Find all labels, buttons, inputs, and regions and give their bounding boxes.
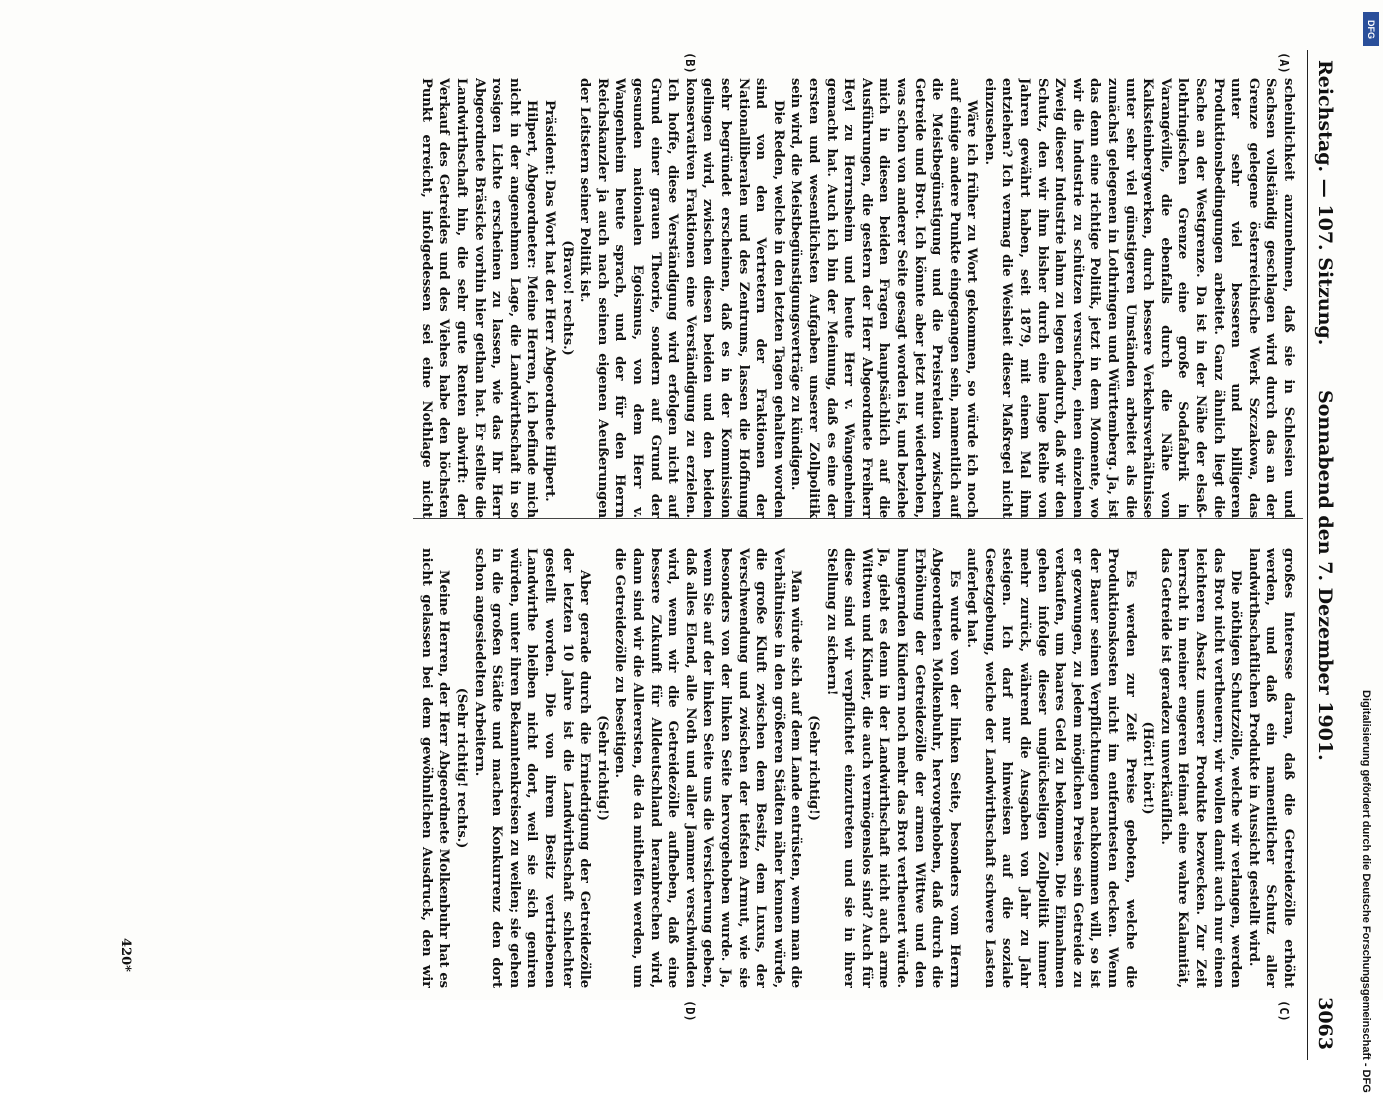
marker-a: (A)	[1277, 52, 1291, 74]
column-divider	[413, 518, 1303, 519]
credit-text: Digitalisierung gefördert durch die Deutsche Forschungsgemeinschaft - DFG	[1360, 690, 1372, 1093]
left-paragraph: Wäre ich früher zu Wort gekommen, so würde ich noch auf einige andere Punkte eingegangen sein, namentlich auf die Meistbegünstigung und die Preisrelation zwischen Getreide und Brot. Ich könnte aber jetzt nur wiederholen, was schon von anderer Seite gesagt worden ist, und beziehe mich in diesen beiden Fragen hauptsächlich auf die Ausführungen, die gestern der Herr Abgeordnete Freiherr Heyl zu Herrnsheim und heute Herr v. Wangenheim gemacht hat. Auch ich bin der Meinung, daß es eine der ersten und wesentlichsten Aufgaben unserer Zollpolitik sein wird, die Meistbegünstigungsverträge zu kündigen.	[788, 78, 980, 518]
right-paragraph: Es wurde von der linken Seite, besonders vom Herrn Abgeordneten Molkenbuhr, hervorgehoben, daß durch die Erhöhung der Getreidezölle der armen Wittwe und den hungernden Kindern noch mehr das Brot vertheuert würde. Ja, giebt es denn in der Landwirthschaft nicht auch arme Wittwen und Kinder, die auch vermögenslos sind? Auch für diese sind wir verpflichtet einzutreten und sie in ihrer Stellung zu sichern!	[823, 548, 962, 988]
right-paragraph: Die nöthigen Schutzzölle, welche wir verlangen, werden das Brot nicht vertheuern; wir wollen damit auch nur einen leichteren Absatz unserer Produkte bezwecken. Zur Zeit herrscht in meiner engeren Heimat eine wahre Kalamität, das Getreide ist geradezu unverkäuflich.	[1157, 548, 1244, 988]
right-paragraph: großes Interesse daran, daß die Getreidezölle erhöht werden, und daß ein namentlicher Schutz aller landwirthschaftlichen Produkte in Aussicht gestellt wird.	[1245, 548, 1296, 988]
header-date: Sonnabend den 7. Dezember 1901.	[1314, 390, 1336, 761]
marker-b: (B)	[683, 52, 697, 74]
right-interjection: (Sehr richtig! rechts.)	[454, 687, 470, 849]
right-interjection: (Sehr richtig!)	[594, 715, 610, 821]
right-paragraph: Aber gerade durch die Erniedrigung der Getreidezölle der letzten 10 Jahre ist die Landwirthschaft schlechter gestellt worden. Die von ihrem Besitz vertriebenen Landwirthe bleiben nicht dort, weil sie sich geniren würden, unter ihren Bekanntenkreisen zu weilen; sie gehen in die großen Städte und machen Konkurrenz den dort schon angesiedelten Arbeitern.	[471, 548, 593, 988]
marker-d: (D)	[683, 1000, 697, 1022]
right-paragraph: Man würde sich auf dem Lande entrüsten, wenn man die Verhältnisse in den größeren Städten näher kennen würde, die große Kluft zwischen dem Besitz, dem Luxus, der Verschwendung und zwischen der tiefsten Armut, wie sie besonders von der linken Seite hervorgehoben wurde. Ja, wenn Sie auf der linken Seite uns die Versicherung geben, daß alles Elend, alle Noth und aller Jammer verschwinden wird, wenn wir die Getreidezölle aufheben, daß eine bessere Zukunft für Alldeutschland heranbrechen wird, dann sind wir die Allerersten, die da mithelfen werden, um die Getreidezölle zu beseitigen.	[612, 548, 804, 988]
left-paragraph: Die Reden, welche in den letzten Tagen gehalten worden sind von den Vertretern der Fraktionen der Nationalliberalen und des Zentrums, lassen die Hoffnung sehr begründet erscheinen, daß es in der Kommission gelingen wird, zwischen diesen beiden und den beiden konservativen Fraktionen eine Verständigung zu erzielen. Ich hoffe, diese Verständigung wird erfolgen nicht auf Grund einer grauen Theorie, sondern auf Grund der gesunden nationalen Egoismus, von dem Herr v. Wangenheim heute sprach, und der für den Herrn Reichskanzler ja auch nach seinen eigenen Aeußerungen der Leitstern seiner Politik ist.	[577, 78, 786, 518]
left-paragraph: Präsident: Das Wort hat der Herr Abgeordnete Hilpert.	[542, 100, 558, 502]
header-left: Reichstag. — 107. Sitzung.	[1314, 60, 1336, 346]
right-paragraph: Meine Herren, der Herr Abgeordnete Molkenbuhr hat es nicht gelassen bei dem gewöhnlichen Ausdruck, den wir	[418, 548, 452, 988]
right-interjection: (Hört! hört!)	[1140, 721, 1156, 815]
page-footer: 420*	[118, 938, 133, 972]
marker-c: (C)	[1277, 1000, 1291, 1022]
right-paragraph: Es werden zur Zeit Preise geboten, welche die Produktionskosten nicht im entferntesten decken. Wenn der Bauer seinen Verpflichtungen nachkommen will, so ist er gezwungen, zu jedem möglichen Preise sein Getreide zu verkaufen, um baares Geld zu bekommen. Die Einnahmen gehen infolge dieser unglückseligen Zollpolitik immer mehr zurück, während die Ausgaben von Jahr zu Jahr steigen. Ich darf nur hinweisen auf die soziale Gesetzgebung, welche der Landwirthschaft schwere Lasten auferlegt hat.	[964, 548, 1138, 988]
page-number: 3063	[1314, 997, 1336, 1050]
left-column	[417, 78, 1297, 518]
dfg-logo: DFG	[1363, 12, 1379, 46]
left-paragraph: Hilpert, Abgeordneter: Meine Herren, ich befinde mich nicht in der angenehmen Lage, die Landwirthschaft in so rosigen Lichte erscheinen zu lassen, wie das Ihr Herr Abgeordnete Bräsicke vorhin hier gethan hat. Er stellte die Landwirthschaft hin, die sehr gute Renten abwirft: der Verkauf des Getreides und des Viehes habe den höchsten Punkt erreicht, infolgedessen sei eine Nothlage nicht	[418, 78, 540, 518]
page-header	[1307, 50, 1338, 1060]
right-interjection: (Sehr richtig!)	[805, 715, 821, 821]
left-interjection: (Bravo! rechts.)	[559, 240, 575, 356]
right-column	[417, 548, 1297, 988]
left-paragraph: scheinlichkeit anzunehmen, daß sie in Schlesien und Sachsen vollständig geschlagen wird durch das an der Grenze gelegene österreichische Werk Szczakowa, das unter sehr viel besseren und billigeren Produktionsbedingungen arbeitet. Ganz ähnlich liegt die Sache an der Westgrenze. Da ist in der Nähe der elsaß-lothringischen Grenze eine große Sodafabrik in Varangéville, die ebenfalls durch die Nähe von Kalksteinbergwerken, durch bessere Verkehrsverhältnisse unter sehr viel günstigeren Umständen arbeitet als die zunächst gelegenen in Lothringen und Württemberg. Ja, ist das denn eine richtige Politik, jetzt in dem Momente, wo wir die Industrie zu schützen versuchen, einen einzelnen Zweig dieser Industrie lahm zu legen dadurch, daß wir den Schutz, den wir ihm bisher durch eine lange Reihe von Jahren gewährt haben, seit 1879, mit einem Mal ihm entziehen? Ich vermag die Weisheit dieser Maßregel nicht einzusehen.	[981, 78, 1296, 518]
